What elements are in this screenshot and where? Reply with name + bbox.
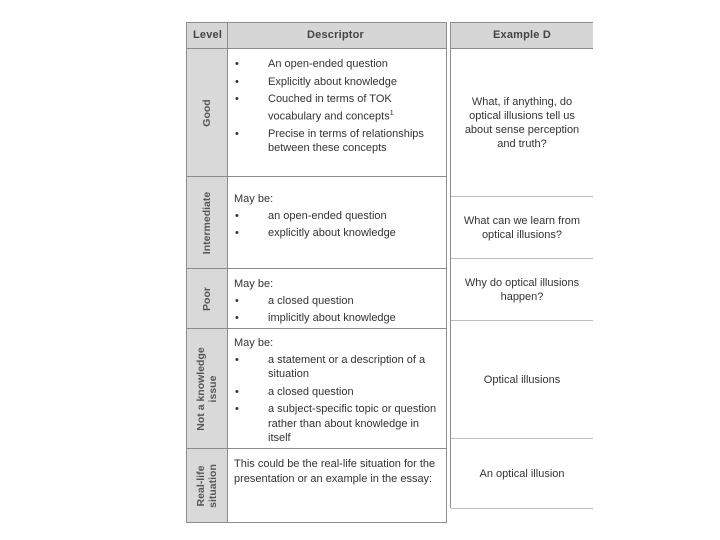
descriptor-bullet: • a closed question: [234, 294, 444, 309]
level-cell-real-life-situation: [187, 449, 227, 522]
descriptor-column-header: Descriptor: [307, 29, 365, 41]
descriptor-intro: May be:: [234, 278, 274, 290]
descriptor-intro: This could be the real-life situation for the presentation or an example in the essay:: [234, 458, 436, 485]
example-column-header: Example D: [492, 29, 552, 41]
descriptor-bullet: • an open-ended question: [234, 209, 444, 224]
descriptor-cell-poor: [234, 277, 444, 329]
descriptor-bullet: • Couched in terms of TOK vocabulary and concepts$^1$: [234, 92, 444, 124]
descriptor-bullet: • An open-ended question: [234, 57, 444, 72]
descriptor-intro: May be:: [234, 193, 274, 205]
level-cell-not-a-knowledge-issue: [187, 329, 227, 448]
descriptor-cell-intermediate: [234, 192, 444, 244]
level-label-real-life-situation: Real-life situation: [195, 463, 219, 508]
descriptor-cell-real-life-situation: [234, 457, 439, 488]
descriptor-bullet: • explicitly about knowledge: [234, 226, 444, 241]
example-cell-intermediate: What can we learn from optical illusions?: [463, 214, 581, 241]
level-cell-good: [187, 49, 227, 176]
descriptor-bullet: • a subject-specific topic or question rather than about knowledge in itself: [234, 402, 444, 446]
descriptor-table: [186, 22, 447, 523]
level-label-not-a-knowledge-issue: Not a knowledge issue: [195, 346, 219, 431]
row-divider: [451, 508, 593, 509]
descriptor-bullet: • a closed question: [234, 385, 444, 400]
level-cell-poor: [187, 269, 227, 328]
descriptor-bullet: • a statement or a description of a situation: [234, 353, 444, 382]
level-label-poor: Poor: [201, 286, 213, 311]
example-cell-poor: Why do optical illusions happen?: [464, 276, 580, 303]
example-cell-real-life-situation: An optical illusion: [479, 467, 565, 480]
descriptor-bullet: • implicitly about knowledge: [234, 311, 444, 326]
example-cell-not-a-knowledge-issue: Optical illusions: [483, 373, 561, 386]
level-cell-intermediate: [187, 177, 227, 268]
example-cell-good: What, if anything, do optical illusions tell us about sense perception and truth?: [464, 95, 580, 150]
descriptor-intro: May be:: [234, 337, 274, 349]
level-label-good: Good: [201, 98, 213, 127]
descriptor-bullet: • Precise in terms of relationships between these concepts: [234, 127, 444, 156]
level-column-header: Level: [193, 29, 223, 41]
footnote-marker: 1: [389, 109, 394, 117]
descriptor-cell-good: [234, 57, 444, 159]
descriptor-cell-not-a-knowledge-issue: [234, 336, 444, 449]
example-table: [450, 22, 593, 508]
level-label-intermediate: Intermediate: [201, 191, 213, 254]
descriptor-bullet: • Explicitly about knowledge: [234, 75, 444, 90]
